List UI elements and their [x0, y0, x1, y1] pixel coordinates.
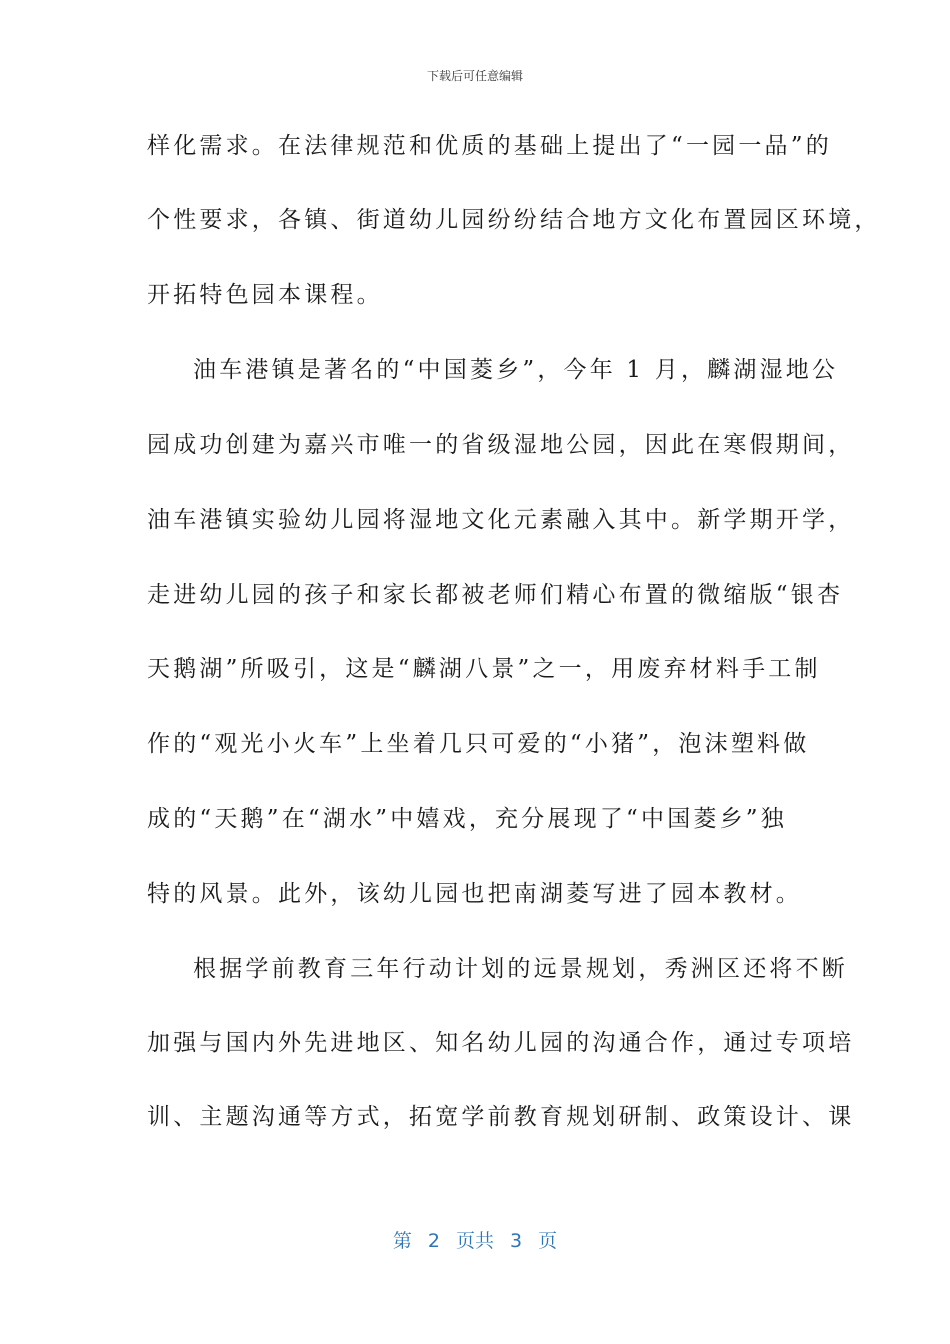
body-line-3: 开拓特色园本课程。	[147, 282, 383, 308]
body-line-4: 油车港镇是著名的“中国菱乡”，今年 1 月，麟湖湿地公	[193, 357, 839, 383]
body-line-2: 个性要求，各镇、街道幼儿园纷纷结合地方文化布置园区环境，	[147, 207, 881, 233]
body-line-1: 样化需求。在法律规范和优质的基础上提出了“一园一品”的	[147, 133, 832, 159]
body-line-5: 园成功创建为嘉兴市唯一的省级湿地公园，因此在寒假期间，	[147, 432, 855, 458]
body-line-9: 作的“观光小火车”上坐着几只可爱的“小猪”，泡沫塑料做	[147, 731, 810, 757]
body-line-12: 根据学前教育三年行动计划的远景规划，秀洲区还将不断	[193, 956, 848, 982]
body-line-8: 天鹅湖”所吸引，这是“麟湖八景”之一，用废弃材料手工制	[147, 656, 821, 682]
page-number-footer: 第 2 页共 3 页	[392, 1230, 558, 1252]
body-line-14: 训、主题沟通等方式，拓宽学前教育规划研制、政策设计、课	[147, 1104, 855, 1130]
page-header-note: 下载后可任意编辑	[426, 69, 523, 83]
body-line-10: 成的“天鹅”在“湖水”中嬉戏，充分展现了“中国菱乡”独	[147, 806, 787, 832]
body-line-11: 特的风景。此外，该幼儿园也把南湖菱写进了园本教材。	[147, 881, 802, 907]
body-line-6: 油车港镇实验幼儿园将湿地文化元素融入其中。新学期开学，	[147, 507, 855, 533]
body-line-7: 走进幼儿园的孩子和家长都被老师们精心布置的微缩版“银杏	[147, 582, 844, 608]
body-line-13: 加强与国内外先进地区、知名幼儿园的沟通合作，通过专项培	[147, 1030, 855, 1056]
